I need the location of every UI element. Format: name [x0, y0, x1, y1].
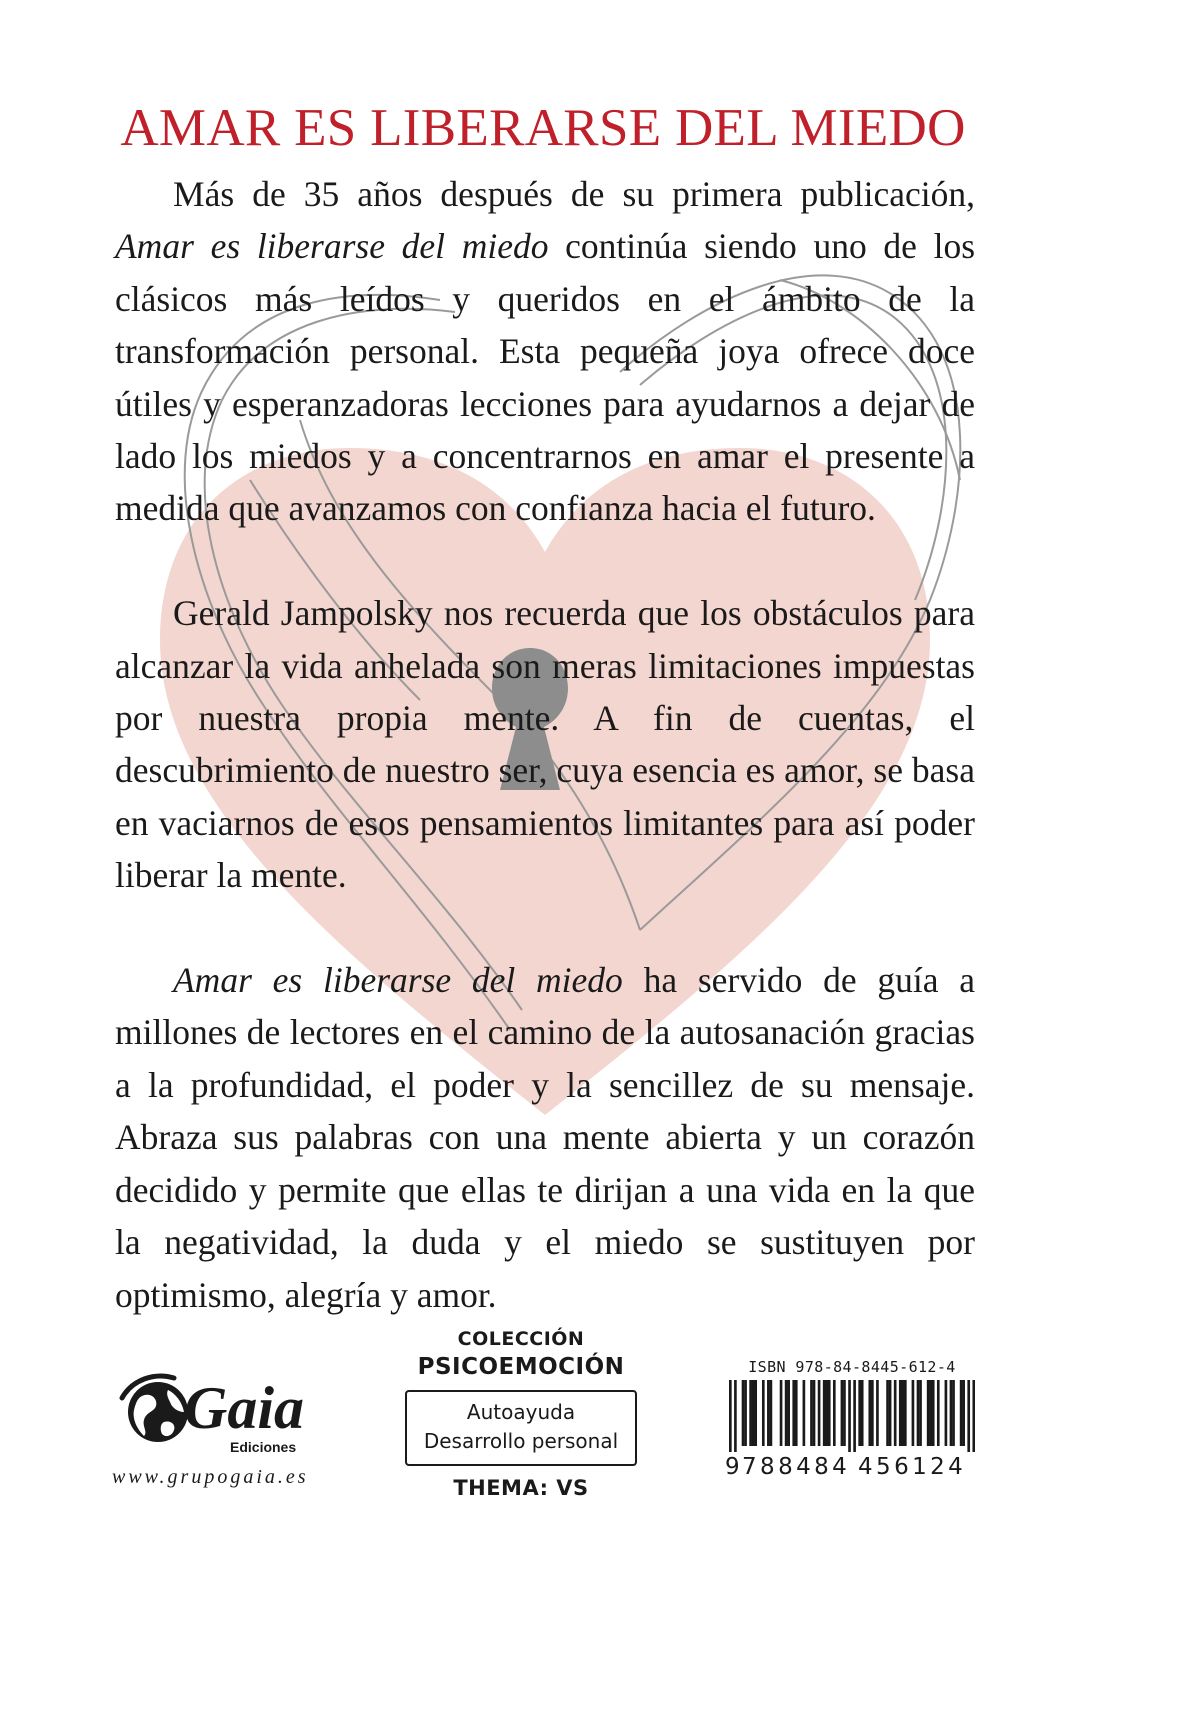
globe-icon [122, 1376, 188, 1442]
barcode-bar [868, 1380, 871, 1446]
barcode-bar [825, 1380, 828, 1446]
barcode-bar [904, 1380, 907, 1446]
barcode-bar [749, 1380, 752, 1446]
barcode-bar [927, 1380, 930, 1446]
para-3-book-title: Amar es liberarse del miedo [173, 960, 623, 1001]
category-box [405, 1390, 637, 1466]
isbn-label: ISBN 978-84-8445-612-4 [748, 1358, 956, 1376]
barcode-bar [848, 1380, 851, 1452]
barcode-bar [901, 1380, 904, 1446]
barcode-bar [858, 1380, 861, 1446]
barcode-bar [841, 1380, 844, 1446]
blurb-paragraph-1 [115, 168, 975, 535]
barcode-bar [962, 1380, 965, 1446]
logo-word: Gaia [184, 1375, 304, 1441]
blurb-paragraph-2 [115, 587, 975, 901]
isbn-barcode [725, 1358, 975, 1486]
barcode-bars [729, 1380, 975, 1452]
barcode-bar [861, 1380, 864, 1446]
logo-sub: Ediciones [230, 1439, 297, 1455]
blurb-paragraph-3 [115, 954, 975, 1321]
barcode-bar [762, 1380, 765, 1446]
barcode-bar [899, 1380, 902, 1446]
barcode-bar [945, 1380, 948, 1446]
barcode-bar [967, 1380, 970, 1452]
barcode-bar [744, 1380, 747, 1446]
category-item: Autoayuda [466, 1400, 576, 1424]
barcode-bar [871, 1380, 874, 1446]
barcode-bar [889, 1380, 892, 1446]
barcode-digit-first: 9 [725, 1454, 740, 1480]
barcode-bar [929, 1380, 932, 1446]
barcode-bar [912, 1380, 915, 1446]
barcode-bar [828, 1380, 831, 1446]
barcode-bar [818, 1380, 821, 1446]
category-item: Desarrollo personal [423, 1429, 619, 1453]
barcode-bar [787, 1380, 790, 1446]
publisher-website[interactable]: www.grupogaia.es [112, 1466, 309, 1488]
barcode-bar [795, 1380, 798, 1446]
barcode-bar [876, 1380, 879, 1446]
barcode-bar [972, 1380, 975, 1452]
barcode-bar [729, 1380, 732, 1452]
barcode-bar [843, 1380, 846, 1446]
barcode-bar [937, 1380, 940, 1446]
barcode-bar [833, 1380, 836, 1446]
para-2-text: Gerald Jampolsky nos recuerda que los obstáculos para alcanzar la vida anhelada son meras limitaciones impuestas por nuestra propia mente. A fin de cuentas, el descubrimiento de nuestro ser, cuya esencia es amor, se basa en vaciarnos de esos pensamientos limitantes para así poder liberar la mente. [115, 593, 975, 896]
barcode-bar [950, 1380, 953, 1446]
blurb [115, 168, 975, 1373]
barcode-bar [932, 1380, 935, 1446]
para-3-text: ha servido de guía a millones de lectores en el camino de la autosanación gracias a la profundidad, el poder y la sencillez de su mensaje. Abraza sus palabras con una mente abierta y un corazón decidido y permite que ellas te dirijan a una vida en la que la negatividad, la duda y el miedo se sustituyen por optimismo, alegría y amor. [115, 960, 975, 1315]
barcode-bar [894, 1380, 897, 1446]
barcode-bar [770, 1380, 773, 1446]
barcode-bar [810, 1380, 813, 1446]
barcode-bar [823, 1380, 826, 1446]
barcode-bar [742, 1380, 745, 1446]
publisher-logo [112, 1368, 332, 1464]
barcode-bar [917, 1380, 920, 1446]
barcode-bar [754, 1380, 757, 1446]
para-1-text: Más de 35 años después de su primera publicación, [173, 174, 975, 214]
barcode-bar [785, 1380, 788, 1446]
barcode-bar [853, 1380, 856, 1452]
thema-code: THEMA: VS [453, 1476, 589, 1500]
barcode-bar [960, 1380, 963, 1446]
barcode-bar [886, 1380, 889, 1446]
barcode-bar [734, 1380, 737, 1452]
barcode-bar [952, 1380, 955, 1446]
barcode-bar [792, 1380, 795, 1446]
para-1-book-title: Amar es liberarse del miedo [115, 226, 549, 267]
barcode-bar [813, 1380, 816, 1446]
barcode-bar [780, 1380, 783, 1446]
para-1-rest: continúa siendo uno de los clásicos más leídos y queridos en el ámbito de la transformación personal. Esta pequeña joya ofrece doce útiles y esperanzadoras lecciones para ayudarnos a dejar de lado los miedos y a concentrarnos en amar el presente a medida que avanzamos con confianza hacia el futuro. [115, 226, 976, 529]
barcode-bar [767, 1380, 770, 1446]
collection-name: PSICOEMOCIÓN [417, 1354, 625, 1380]
book-title: AMAR ES LIBERARSE DEL MIEDO [120, 99, 966, 157]
barcode-bar [803, 1380, 806, 1446]
barcode-digits-left: 788484 [742, 1454, 851, 1480]
collection-label: COLECCIÓN [457, 1328, 585, 1350]
collection-block [405, 1326, 637, 1500]
barcode-digits-right: 456124 [858, 1454, 967, 1480]
barcode-bar [919, 1380, 922, 1446]
barcode-bar [752, 1380, 755, 1446]
